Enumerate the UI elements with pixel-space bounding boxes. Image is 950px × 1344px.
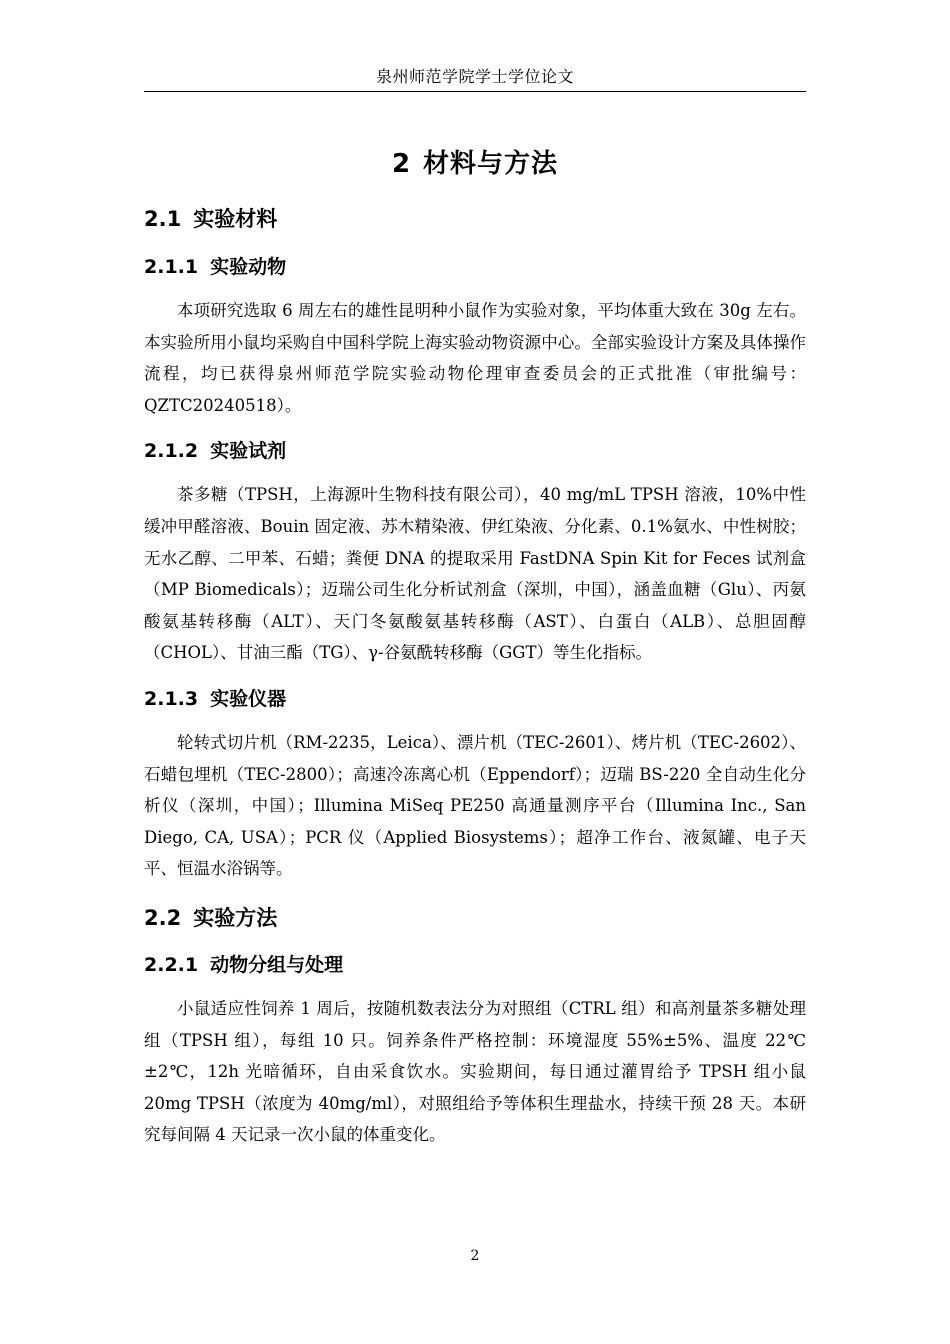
subsection-2-1-3-title <box>144 685 806 713</box>
paragraph-animal-grouping: 小鼠适应性饲养 1 周后，按随机数表法分为对照组（CTRL 组）和高剂量茶多糖处理组（TPSH 组），每组 10 只。饲养条件严格控制：环境湿度 55%±5%、温度 22℃±2℃，12h 光暗循环，自由采食饮水。实验期间，每日通过灌胃给予 TPSH 组小鼠 20mg TPSH（浓度为 40mg/ml），对照组给予等体积生理盐水，持续干预 28 天。本研究每间隔 4 天记录一次小鼠的体重变化。 <box>144 998 806 1145</box>
page-content <box>144 136 806 1151</box>
chapter-number: 2 <box>391 149 412 179</box>
paragraph-experimental-reagents: 茶多糖（TPSH，上海源叶生物科技有限公司），40 mg/mL TPSH 溶液，10%中性缓冲甲醛溶液、Bouin 固定液、苏木精染液、伊红染液、分化素、0.1%氨水、中性树胶；无水乙醇、二甲苯、石蜡；粪便 DNA 的提取采用 FastDNA Spin Kit for Feces 试剂盒（MP Biomedicals）；迈瑞公司生化分析试剂盒（深圳，中国），涵盖血糖（Glu）、丙氨酸氨基转移酶（ALT）、天门冬氨酸氨基转移酶（AST）、白蛋白（ALB）、总胆固醇（CHOL）、甘油三酯（TG）、γ-谷氨酰转移酶（GGT）等生化指标。 <box>144 485 806 663</box>
subsection-2-2-1-title-text: 动物分组与处理 <box>210 953 344 976</box>
running-header: 泉州师范学院学士学位论文 <box>375 67 574 86</box>
section-2-1-title <box>144 204 806 234</box>
subsection-2-1-1-number: 2.1.1 <box>144 256 199 278</box>
subsection-2-1-3-number: 2.1.3 <box>144 687 199 710</box>
section-2-2-number: 2.2 <box>144 905 182 930</box>
paragraph-experimental-instruments: 轮转式切片机（RM-2235，Leica）、漂片机（TEC-2601）、烤片机（TEC-2602）、石蜡包埋机（TEC-2800）；高速冷冻离心机（Eppendorf）；迈瑞 BS-220 全自动生化分析仪（深圳，中国）；Illumina MiSeq PE250 高通量测序平台（Illumina Inc., San Diego, CA, USA）；PCR 仪（Applied Biosystems）；超净工作台、液氮罐、电子天平、恒温水浴锅等。 <box>144 732 806 879</box>
section-2-2-title-text: 实验方法 <box>193 905 278 930</box>
page-number: 2 <box>470 1248 480 1264</box>
subsection-2-1-3-title-text: 实验仪器 <box>210 687 287 710</box>
section-2-1-title-text: 实验材料 <box>193 207 278 231</box>
subsection-2-1-1-title-text: 实验动物 <box>210 256 287 278</box>
section-2-1-number: 2.1 <box>144 207 182 231</box>
subsection-2-1-2-title-text: 实验试剂 <box>210 440 287 463</box>
subsection-2-1-2-title <box>144 437 806 465</box>
header-rule <box>144 91 806 92</box>
subsection-2-1-1-title <box>144 253 806 281</box>
section-2-2-title <box>144 903 806 933</box>
subsection-2-2-1-title <box>144 951 806 979</box>
paragraph-experimental-animals: 本项研究选取 6 周左右的雄性昆明种小鼠作为实验对象，平均体重大致在 30g 左右。本实验所用小鼠均采购自中国科学院上海实验动物资源中心。全部实验设计方案及具体操作流程，均已获得泉州师范学院实验动物伦理审查委员会的正式批准（审批编号：QZTC20240518）。 <box>144 301 806 415</box>
subsection-2-1-2-number: 2.1.2 <box>144 440 199 463</box>
subsection-2-2-1-number: 2.2.1 <box>144 953 199 976</box>
chapter-title <box>144 144 806 184</box>
chapter-title-text: 材料与方法 <box>423 149 559 179</box>
